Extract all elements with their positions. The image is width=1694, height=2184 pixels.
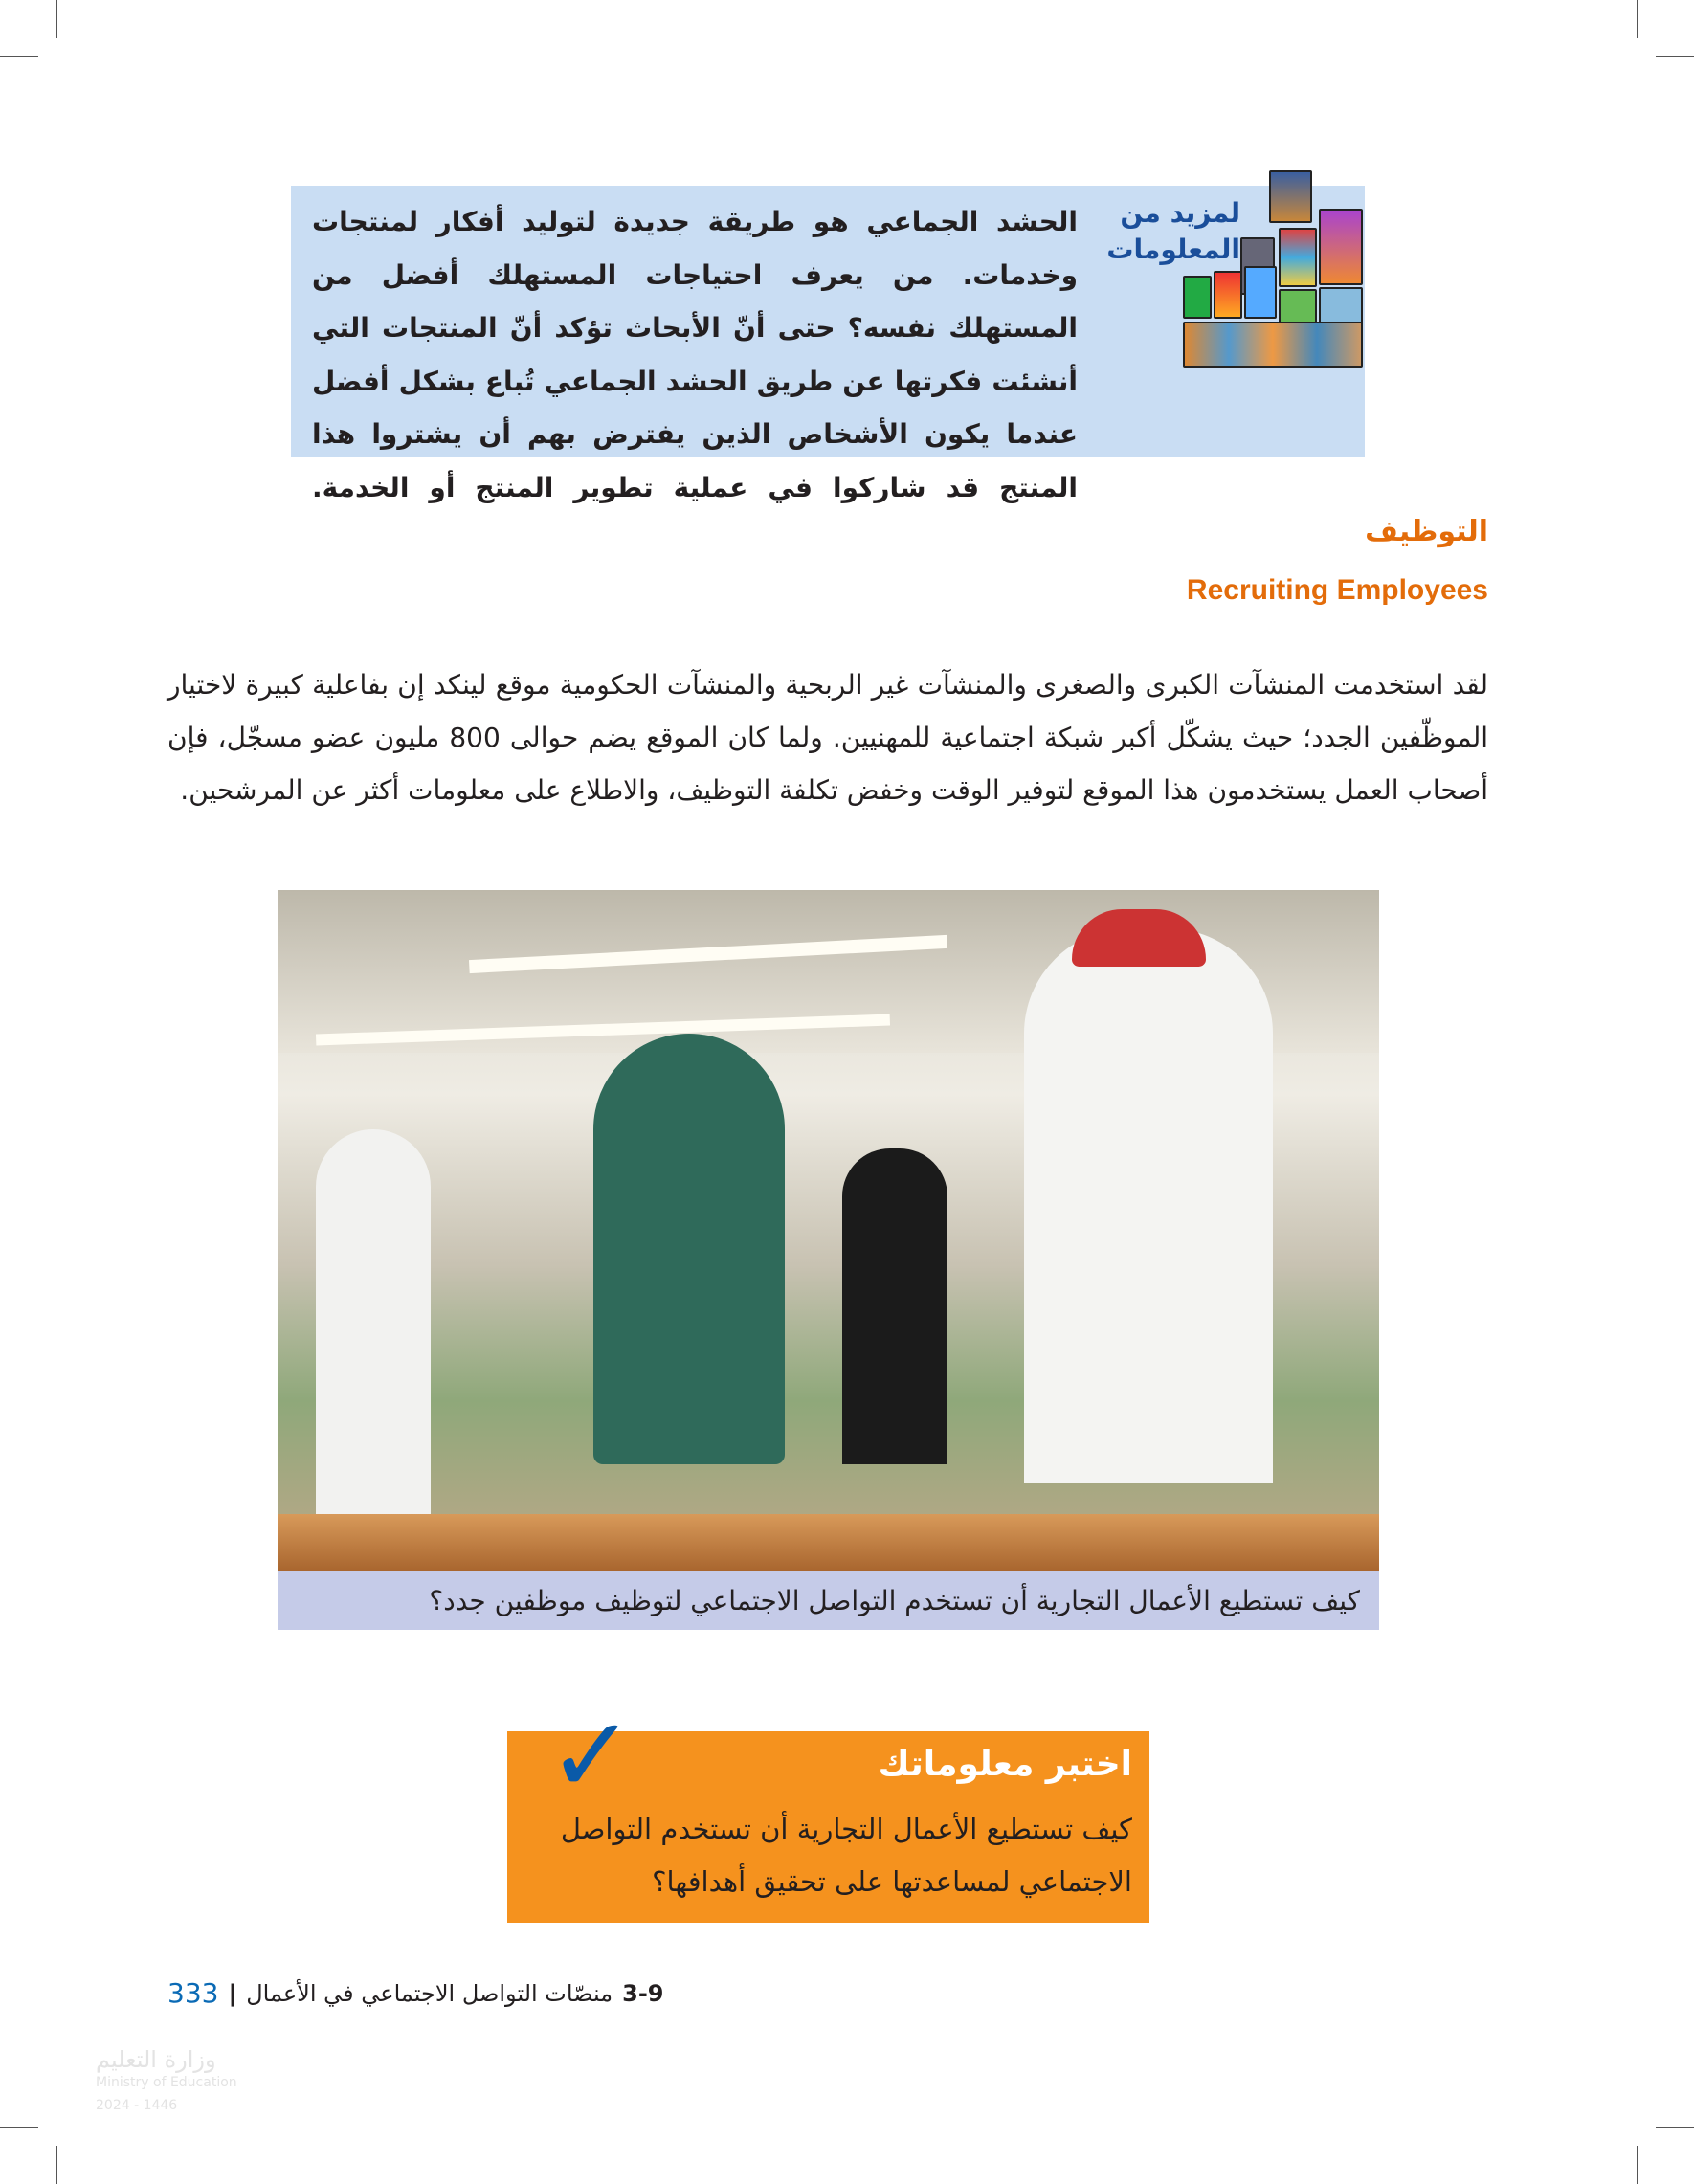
section-paragraph: لقد استخدمت المنشآت الكبرى والصغرى والمنشآت غير الربحية والمنشآت الحكومية موقع لينكد إن بفاعلية كبيرة لاختيار الموظّفين الجدد؛ حيث يشكّل أكبر شبكة اجتماعية للمهنيين. ولما كان الموقع يضم حوالى 800 مليون عضو مسجّل، فإن أصحاب العمل يستخدمون هذا الموقع لتوفير الوقت وخفض تكلفة التوظيف، والاطلاع على معلومات أكثر عن المرشحين. xyxy=(167,669,1489,806)
watermark-english: Ministry of Education xyxy=(96,2075,237,2090)
more-info-box xyxy=(291,186,1365,503)
quiz-title: اختبر معلوماتك xyxy=(878,1745,1132,1784)
checkmark-icon: ✓ xyxy=(547,1694,636,1816)
crop-mark xyxy=(56,2146,57,2184)
section-title-arabic: التوظيف xyxy=(1365,515,1488,548)
crop-mark xyxy=(0,2127,38,2128)
page-footer xyxy=(167,1977,663,2009)
watermark-year: 2024 - 1446 xyxy=(96,2098,178,2113)
office-recruiting-photo xyxy=(278,890,1379,1571)
chapter-title: منصّات التواصل الاجتماعي في الأعمال xyxy=(246,1979,613,2007)
page-number: 333 xyxy=(167,1977,219,2009)
crop-mark xyxy=(56,0,57,38)
crop-mark xyxy=(1656,56,1694,57)
chapter-number: 3-9 xyxy=(622,1979,664,2007)
crop-mark xyxy=(1637,2146,1638,2184)
footer-separator: | xyxy=(228,1979,237,2007)
section-title-english: Recruiting Employees xyxy=(1186,574,1488,606)
crop-mark xyxy=(1637,0,1638,38)
quiz-box xyxy=(507,1694,1149,1923)
crop-mark xyxy=(1656,2127,1694,2128)
quiz-question: كيف تستطيع الأعمال التجارية أن تستخدم التواصل الاجتماعي لمساعدتها على تحقيق أهدافها؟ xyxy=(560,1813,1132,1898)
watermark-arabic: وزارة التعليم xyxy=(96,2046,216,2073)
more-info-text: الحشد الجماعي هو طريقة جديدة لتوليد أفكار لمنتجات وخدمات. من يعرف احتياجات المستهلك أفضل من المستهلك نفسه؟ حتى أنّ الأبحاث تؤكد أنّ المنتجات التي أنشئت فكرتها عن طريق الحشد الجماعي تُباع بشكل أفضل عندما يكون الأشخاص الذين يفترض بهم أن يشتروا هذا المنتج قد شاركوا في عملية تطوير المنتج أو الخدمة. xyxy=(312,206,1078,503)
photo-caption: كيف تستطيع الأعمال التجارية أن تستخدم التواصل الاجتماعي لتوظيف موظفين جدد؟ xyxy=(278,1571,1379,1630)
more-info-title: لمزيد من المعلومات xyxy=(1106,197,1240,265)
ministry-watermark xyxy=(96,2048,237,2117)
crop-mark xyxy=(0,56,38,57)
